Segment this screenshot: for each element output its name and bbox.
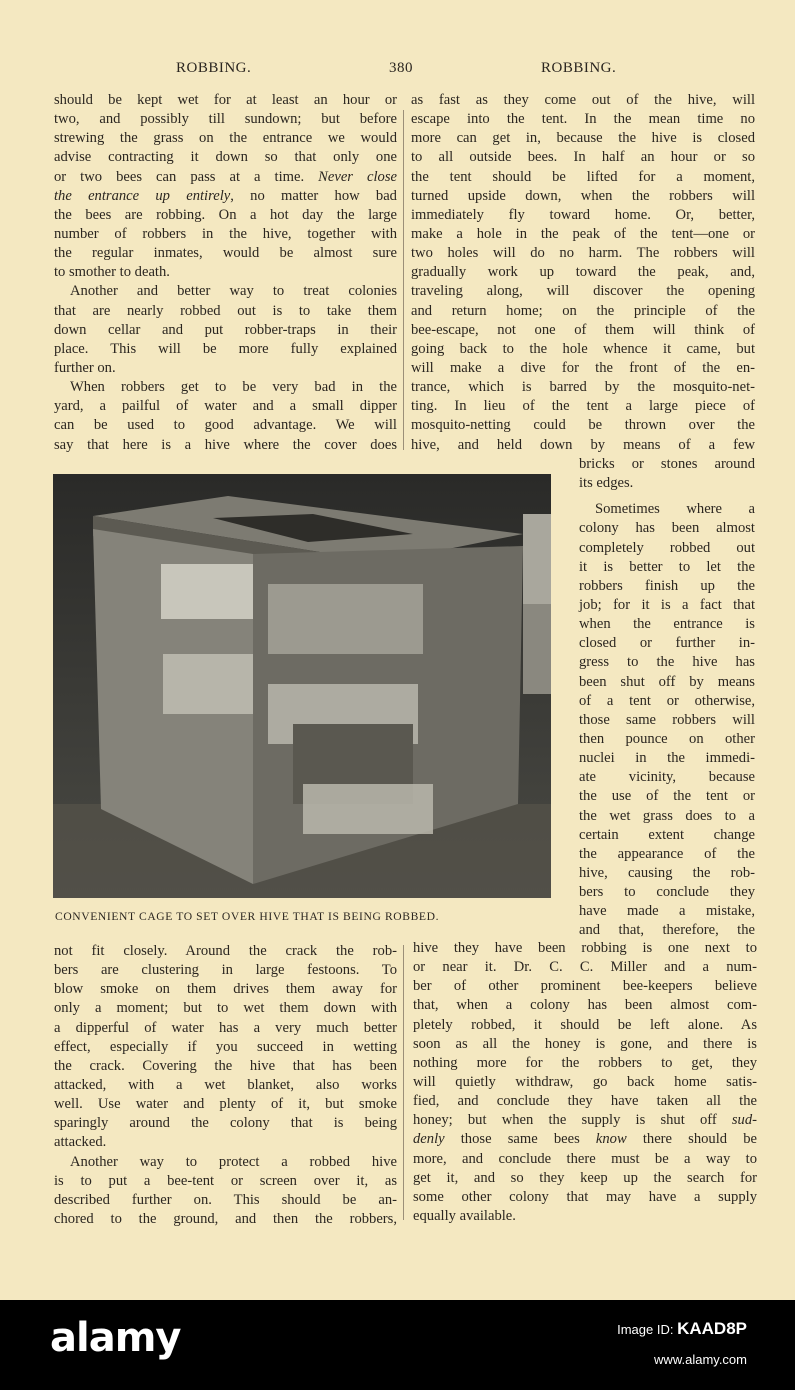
text-run: yard, a pailful of water and a small dipper (54, 398, 397, 415)
text-line (413, 1092, 757, 1111)
text-run: effect, especially if you succeed in wetting (54, 1038, 397, 1055)
text-run: the use of the tent or (579, 788, 755, 805)
text-line (413, 1169, 757, 1188)
text-run: , no matter how bad (230, 187, 397, 204)
text-line (411, 91, 755, 110)
paragraph (579, 500, 755, 940)
text-line (579, 455, 755, 474)
paragraph (54, 1153, 397, 1230)
text-run: completely robbed out (579, 539, 755, 556)
text-run: Another way to protect a robbed hive (70, 1153, 397, 1170)
text-line (54, 187, 397, 206)
image-id-block (617, 1314, 747, 1375)
text-run: Another and better way to treat colonies (70, 283, 397, 300)
text-run: nothing more for the robbers to get, they (413, 1054, 757, 1071)
text-run: described further on. This should be an- (54, 1191, 397, 1208)
text-line (413, 1054, 757, 1073)
figure-caption: CONVENIENT CAGE TO SET OVER HIVE THAT IS BEING ROBBED. (55, 910, 440, 923)
text-run: it is better to let the (579, 558, 755, 575)
text-line (413, 958, 757, 977)
text-line (579, 864, 755, 883)
text-run: will make a dive for the front of the en- (411, 359, 755, 376)
text-run: traveling along, will discover the opening (411, 283, 755, 300)
text-run: the regular inmates, would be almost sure (54, 245, 397, 262)
text-run: hive they have been robbing is one next to (413, 940, 757, 956)
text-line (54, 206, 397, 225)
text-line (54, 302, 397, 321)
text-run: to smother to death. (54, 264, 170, 281)
text-run: a dipperful of water has a very much better (54, 1019, 397, 1036)
text-line (579, 902, 755, 921)
paragraph (54, 282, 397, 378)
text-line (579, 749, 755, 768)
running-head-right: ROBBING. (541, 60, 617, 76)
text-line (579, 787, 755, 806)
text-run: some other colony that may have a supply (413, 1188, 757, 1205)
text-line (579, 921, 755, 940)
text-line (54, 263, 397, 282)
text-line (54, 168, 397, 187)
text-run: then pounce on other (579, 730, 755, 747)
text-run: as fast as they come out of the hive, will (411, 92, 755, 108)
column-divider-top (403, 110, 404, 450)
text-line (54, 225, 397, 244)
text-line (579, 653, 755, 672)
text-run: When robbers get to be very bad in the (70, 379, 397, 396)
text-line (54, 282, 397, 301)
text-run: the appearance of the (579, 845, 755, 862)
text-line (579, 730, 755, 749)
text-run: or two bees can pass at a time. (54, 168, 319, 185)
text-run: escape into the tent. In the mean time no (411, 111, 755, 128)
text-line (54, 436, 397, 455)
text-run: and return home; on the principle of the (411, 302, 755, 319)
text-run: nuclei in the immedi- (579, 750, 755, 767)
text-run: sparingly around the colony that is being (54, 1115, 397, 1132)
text-run: number of robbers in the hive, together with (54, 225, 397, 242)
text-line (54, 91, 397, 110)
column-left-top (54, 91, 397, 455)
paragraph (579, 455, 755, 493)
text-run: the wet grass does to a (579, 807, 755, 824)
text-run: bricks or stones around (579, 456, 755, 472)
column-left-bottom (54, 942, 397, 1229)
text-line (54, 1038, 397, 1057)
text-run: gress to the hive has (579, 654, 755, 671)
alamy-logo: alamy (50, 1315, 181, 1361)
text-run: been shut off by means (579, 673, 755, 690)
text-line (411, 340, 755, 359)
text-run: bers are clustering in large festoons. To (54, 962, 397, 979)
text-run: there should be (626, 1131, 757, 1148)
text-line (411, 263, 755, 282)
text-line (413, 1130, 757, 1149)
text-line (54, 378, 397, 397)
text-line (579, 845, 755, 864)
text-run: ber of other prominent bee-keepers believe (413, 978, 757, 995)
paragraph (54, 942, 397, 1153)
text-line (579, 500, 755, 519)
text-line (411, 282, 755, 301)
text-run: advise contracting it down so that only one (54, 149, 397, 166)
italic-text: denly (413, 1131, 445, 1148)
text-run: more, and conclude there must be a way to (413, 1150, 757, 1167)
column-right-narrow (579, 455, 755, 941)
text-line (579, 634, 755, 653)
text-run: and that, therefore, the (579, 922, 755, 939)
text-line (579, 692, 755, 711)
text-line (411, 397, 755, 416)
text-line (413, 1035, 757, 1054)
text-line (413, 1073, 757, 1092)
text-run: robbers finish up the (579, 577, 755, 594)
text-run: bee-escape, not one of them will think of (411, 321, 755, 338)
text-run: pletely robbed, it should be left alone. As (413, 1016, 757, 1033)
text-line (579, 826, 755, 845)
text-run: job; for it is a fact that (579, 596, 755, 613)
text-run: certain extent change (579, 826, 755, 843)
italic-text: the entrance up entirely (54, 187, 231, 204)
text-run: immediately fly toward home. Or, better, (411, 206, 755, 223)
text-run: attacked, with a wet blanket, also works (54, 1076, 397, 1093)
text-run: Sometimes where a (595, 501, 755, 518)
image-id: KAAD8P (677, 1319, 747, 1338)
text-run: when the entrance is (579, 616, 755, 633)
text-line (54, 244, 397, 263)
text-line (411, 244, 755, 263)
text-line (54, 397, 397, 416)
text-line (411, 359, 755, 378)
text-line (579, 615, 755, 634)
text-line (413, 939, 757, 958)
text-line (411, 436, 755, 455)
paragraph (413, 939, 757, 1226)
text-run: say that here is a hive where the cover does (54, 436, 397, 453)
footer-url: www.alamy.com (654, 1352, 747, 1367)
text-run: more can get in, because the hive is closed (411, 130, 755, 147)
text-line (579, 474, 755, 493)
text-line (579, 711, 755, 730)
text-line (579, 596, 755, 615)
text-line (54, 961, 397, 980)
column-divider-bottom (403, 945, 404, 1220)
text-line (54, 1076, 397, 1095)
column-right-bottom (413, 939, 757, 1226)
text-line (54, 1172, 397, 1191)
running-head-left: ROBBING. (176, 60, 252, 76)
text-run: to all outside bees. In half an hour or so (411, 149, 755, 166)
image-id-label: Image ID: (617, 1322, 674, 1337)
text-run: that are nearly robbed out is to take them (54, 302, 397, 319)
text-line (579, 519, 755, 538)
text-run: will quietly withdraw, go back home satis- (413, 1073, 757, 1090)
text-run: fied, and conclude they have taken all the (413, 1093, 757, 1110)
text-run: honey; but when the supply is shut off (413, 1112, 732, 1129)
text-line (411, 187, 755, 206)
text-line (411, 378, 755, 397)
text-line (54, 942, 397, 961)
text-line (579, 558, 755, 577)
text-line (54, 359, 397, 378)
hive-cage-photo (53, 474, 551, 898)
text-run: hive, causing the rob- (579, 864, 755, 881)
text-run: bers to conclude they (579, 884, 755, 901)
text-run: attacked. (54, 1134, 107, 1151)
text-run: gradually work up toward the peak, and, (411, 264, 755, 281)
text-line (411, 168, 755, 187)
text-run: place. This will be more fully explained (54, 340, 397, 357)
text-run: the tent should be lifted for a moment, (411, 168, 755, 185)
text-line (411, 321, 755, 340)
text-run: its edges. (579, 475, 634, 492)
text-line (411, 206, 755, 225)
text-run: well. Use water and plenty of it, but smoke (54, 1096, 397, 1113)
text-run: those same robbers will (579, 711, 755, 728)
text-run: two, and possibly till sundown; but before (54, 111, 397, 128)
text-line (579, 807, 755, 826)
text-line (579, 673, 755, 692)
text-run: further on. (54, 359, 116, 376)
text-line (413, 977, 757, 996)
text-run: trance, which is barred by the mosquito-net- (411, 379, 755, 396)
text-line (579, 768, 755, 787)
text-run: two holes will do no harm. The robbers will (411, 245, 755, 262)
text-line (411, 416, 755, 435)
text-line (413, 1111, 757, 1130)
text-run: soon as all the honey is gone, and there is (413, 1035, 757, 1052)
text-run: or near it. Dr. C. C. Miller and a num- (413, 959, 757, 976)
text-run: that, when a colony has been almost com- (413, 997, 757, 1014)
text-line (54, 1191, 397, 1210)
text-line (411, 148, 755, 167)
text-line (54, 340, 397, 359)
text-line (54, 980, 397, 999)
text-run: chored to the ground, and then the robbers, (54, 1210, 397, 1227)
column-right-top (411, 91, 755, 455)
text-run: turned upside down, when the robbers will (411, 187, 755, 204)
text-run: closed or further in- (579, 635, 755, 652)
paragraph (411, 91, 755, 455)
italic-text: know (595, 1131, 627, 1148)
text-run: make a hole in the peak of the tent—one or (411, 225, 755, 242)
text-run: strewing the grass on the entrance we would (54, 130, 397, 147)
text-run: going back to the hole whence it came, but (411, 340, 755, 357)
text-run: down cellar and put robber-traps in their (54, 321, 397, 338)
text-run: mosquito-netting could be thrown over the (411, 417, 755, 434)
watermark-footer (0, 1300, 795, 1390)
text-line (413, 1188, 757, 1207)
text-run: blow smoke on them drives them away for (54, 981, 397, 998)
text-run: hive, and held down by means of a few (411, 436, 755, 453)
text-run: can be used to good advantage. We will (54, 417, 397, 434)
hive-cage-illustration (53, 474, 551, 898)
text-line (54, 321, 397, 340)
text-run: colony has been almost (579, 520, 755, 537)
text-run: not fit closely. Around the crack the rob- (54, 943, 397, 959)
text-line (413, 1207, 757, 1226)
text-run: the crack. Covering the hive that has been (54, 1057, 397, 1074)
text-line (579, 883, 755, 902)
text-line (579, 539, 755, 558)
text-line (54, 1057, 397, 1076)
paragraph (54, 91, 397, 282)
text-run: ting. In lieu of the tent a large piece of (411, 398, 755, 415)
text-line (579, 577, 755, 596)
text-line (54, 129, 397, 148)
text-run: the bees are robbing. On a hot day the large (54, 206, 397, 223)
text-run: of a tent or otherwise, (579, 692, 755, 709)
text-line (413, 1016, 757, 1035)
text-run: have made a mistake, (579, 903, 755, 920)
text-line (54, 1133, 397, 1152)
text-line (413, 1150, 757, 1169)
text-line (54, 1153, 397, 1172)
text-run: ate vicinity, because (579, 769, 755, 786)
text-line (54, 1095, 397, 1114)
italic-text: Never close (318, 168, 397, 185)
text-line (411, 302, 755, 321)
text-line (413, 996, 757, 1015)
text-line (54, 416, 397, 435)
text-run: equally available. (413, 1207, 516, 1224)
text-line (54, 1019, 397, 1038)
text-run: is to put a bee-tent or screen over it, as (54, 1172, 397, 1189)
text-run: get it, and so they keep up the search for (413, 1169, 757, 1186)
text-line (54, 110, 397, 129)
italic-text: sud- (731, 1112, 757, 1129)
text-run: should be kept wet for at least an hour or (54, 92, 397, 108)
text-line (54, 999, 397, 1018)
text-run: those same bees (444, 1131, 596, 1148)
text-line (54, 148, 397, 167)
paragraph (54, 378, 397, 455)
text-line (411, 225, 755, 244)
text-line (411, 129, 755, 148)
text-line (54, 1210, 397, 1229)
text-line (411, 110, 755, 129)
text-run: only a moment; but to wet them down with (54, 1000, 397, 1017)
page-number: 380 (389, 60, 413, 76)
text-line (54, 1114, 397, 1133)
